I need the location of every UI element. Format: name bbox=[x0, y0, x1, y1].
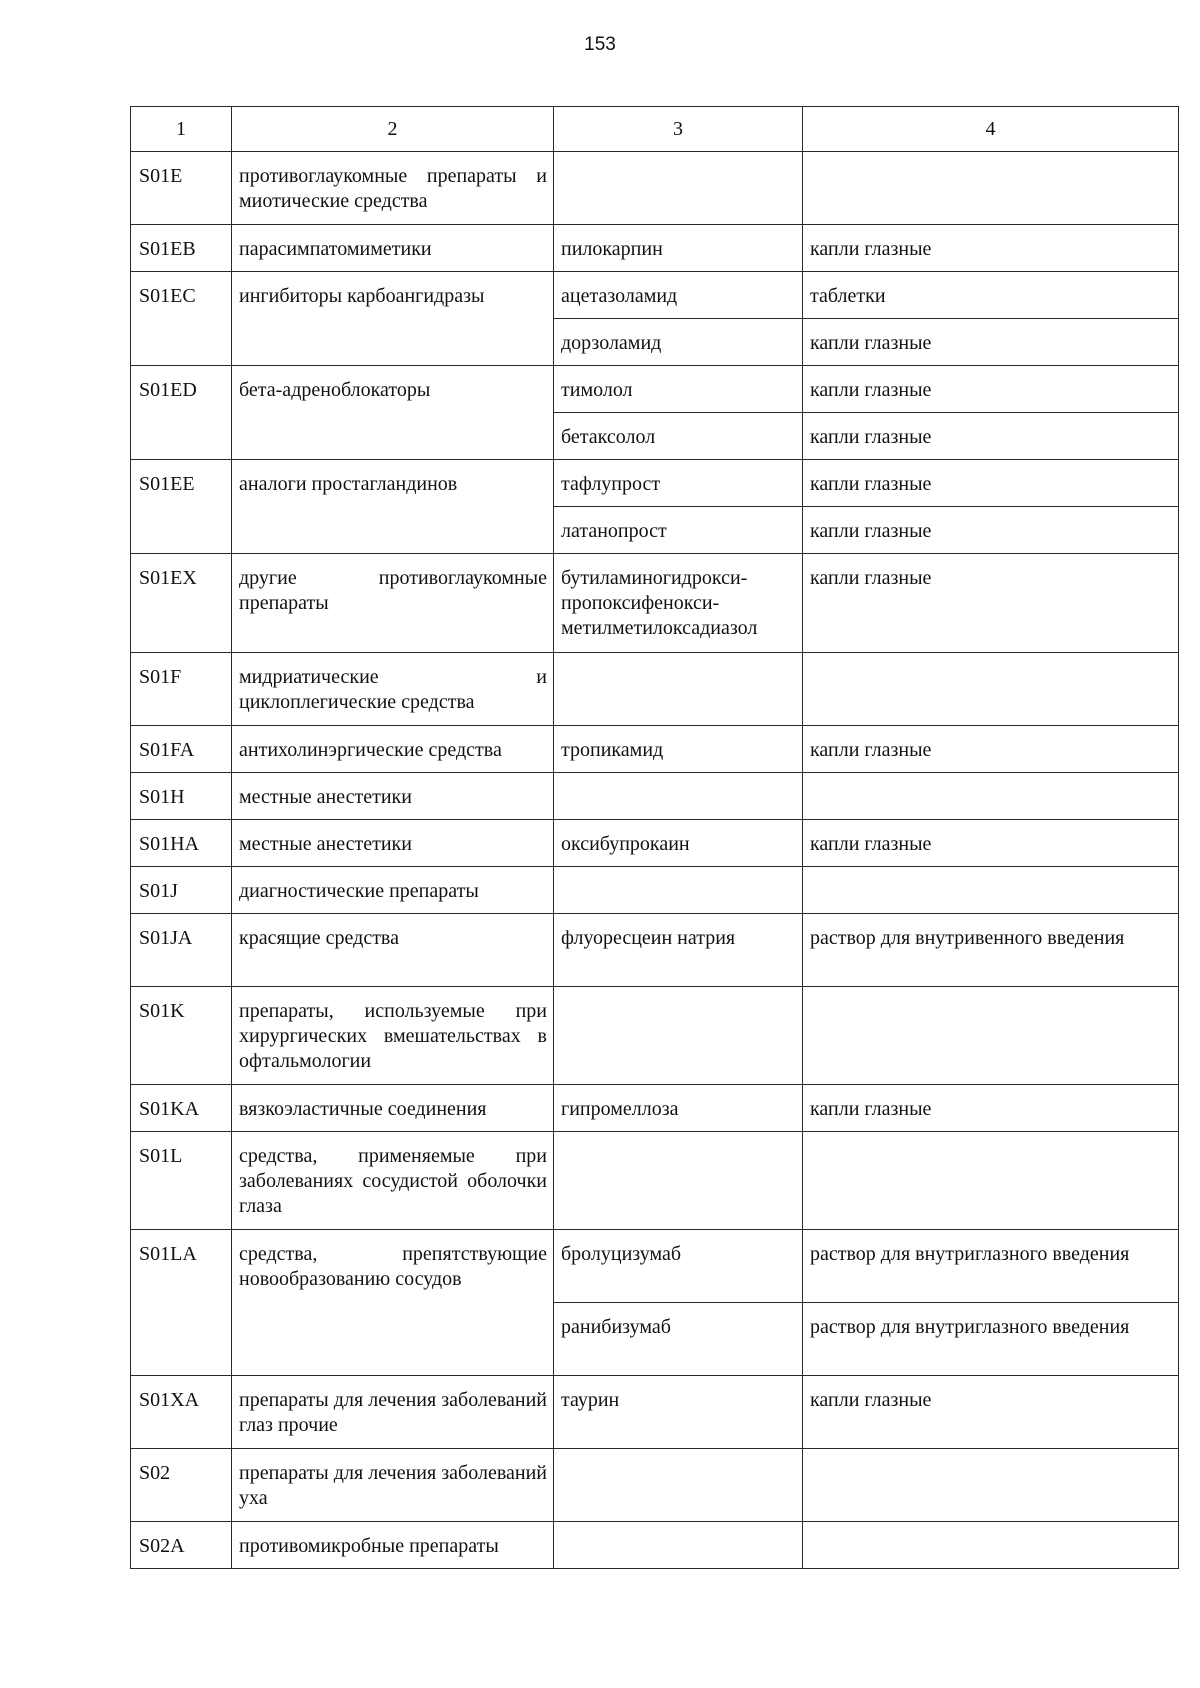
atc-code: S01JA bbox=[131, 914, 232, 987]
atc-code: S01HA bbox=[131, 820, 232, 867]
dosage-form: раствор для внутриглазного введения bbox=[803, 1230, 1179, 1303]
atc-code: S01EE bbox=[131, 460, 232, 554]
table-row bbox=[131, 820, 1179, 867]
drug-name: дорзоламид bbox=[554, 319, 803, 366]
table-row bbox=[131, 1132, 1179, 1230]
dosage-form: капли глазные bbox=[803, 319, 1179, 366]
dosage-form: капли глазные bbox=[803, 460, 1179, 507]
group-name: противомикробные препараты bbox=[232, 1522, 554, 1569]
atc-code: S02A bbox=[131, 1522, 232, 1569]
table-row bbox=[131, 653, 1179, 726]
drug-name: тимолол bbox=[554, 366, 803, 413]
dosage-form: раствор для внутривенного введения bbox=[803, 914, 1179, 987]
drug-name bbox=[554, 1132, 803, 1230]
table-row bbox=[131, 914, 1179, 987]
group-name: противоглаукомные препараты и миотические средства bbox=[232, 152, 554, 225]
atc-code: S01EX bbox=[131, 554, 232, 653]
drug-name: пилокарпин bbox=[554, 225, 803, 272]
group-name: средства, препятствующие новообразованию сосудов bbox=[232, 1230, 554, 1376]
drug-name bbox=[554, 653, 803, 726]
drug-name bbox=[554, 1449, 803, 1522]
atc-code: S01E bbox=[131, 152, 232, 225]
dosage-form: капли глазные bbox=[803, 726, 1179, 773]
group-name: мидриатические и циклоплегические средства bbox=[232, 653, 554, 726]
group-name: красящие средства bbox=[232, 914, 554, 987]
group-name: вязкоэластичные соединения bbox=[232, 1085, 554, 1132]
drug-name: ранибизумаб bbox=[554, 1303, 803, 1376]
dosage-form bbox=[803, 867, 1179, 914]
group-name: препараты, используемые при хирургических вмешательствах в офтальмологии bbox=[232, 987, 554, 1085]
dosage-form: таблетки bbox=[803, 272, 1179, 319]
dosage-form: раствор для внутриглазного введения bbox=[803, 1303, 1179, 1376]
table-row bbox=[131, 225, 1179, 272]
table-row bbox=[131, 152, 1179, 225]
dosage-form bbox=[803, 1132, 1179, 1230]
table-row bbox=[131, 554, 1179, 653]
page-number: 153 bbox=[584, 34, 616, 55]
atc-code: S01LA bbox=[131, 1230, 232, 1376]
drug-name: тафлупрост bbox=[554, 460, 803, 507]
drug-name: латанопрост bbox=[554, 507, 803, 554]
table-row bbox=[131, 1522, 1179, 1569]
atc-code: S01XA bbox=[131, 1376, 232, 1449]
group-name: другие противоглаукомные препараты bbox=[232, 554, 554, 653]
column-header: 2 bbox=[232, 107, 554, 152]
group-name: парасимпатомиметики bbox=[232, 225, 554, 272]
drug-name bbox=[554, 152, 803, 225]
table-row bbox=[131, 773, 1179, 820]
group-name: местные анестетики bbox=[232, 820, 554, 867]
dosage-form: капли глазные bbox=[803, 1376, 1179, 1449]
table-row bbox=[131, 726, 1179, 773]
table-row bbox=[131, 1230, 1179, 1303]
dosage-form: капли глазные bbox=[803, 225, 1179, 272]
atc-code: S01ED bbox=[131, 366, 232, 460]
atc-code: S01K bbox=[131, 987, 232, 1085]
drug-name: бролуцизумаб bbox=[554, 1230, 803, 1303]
dosage-form bbox=[803, 987, 1179, 1085]
group-name: антихолинэргические средства bbox=[232, 726, 554, 773]
table-row bbox=[131, 366, 1179, 413]
drug-name: флуоресцеин натрия bbox=[554, 914, 803, 987]
atc-code: S01J bbox=[131, 867, 232, 914]
atc-code: S01KA bbox=[131, 1085, 232, 1132]
table-row bbox=[131, 460, 1179, 507]
dosage-form: капли глазные bbox=[803, 507, 1179, 554]
atc-code: S02 bbox=[131, 1449, 232, 1522]
atc-code: S01FA bbox=[131, 726, 232, 773]
atc-code: S01F bbox=[131, 653, 232, 726]
table-row bbox=[131, 1449, 1179, 1522]
group-name: бета-адреноблокаторы bbox=[232, 366, 554, 460]
column-header: 3 bbox=[554, 107, 803, 152]
dosage-form: капли глазные bbox=[803, 366, 1179, 413]
dosage-form bbox=[803, 152, 1179, 225]
table-row bbox=[131, 867, 1179, 914]
dosage-form bbox=[803, 1522, 1179, 1569]
drug-name bbox=[554, 867, 803, 914]
dosage-form bbox=[803, 773, 1179, 820]
column-header: 1 bbox=[131, 107, 232, 152]
dosage-form bbox=[803, 653, 1179, 726]
dosage-form: капли глазные bbox=[803, 413, 1179, 460]
dosage-form: капли глазные bbox=[803, 820, 1179, 867]
group-name: местные анестетики bbox=[232, 773, 554, 820]
group-name: ингибиторы карбоангидразы bbox=[232, 272, 554, 366]
dosage-form: капли глазные bbox=[803, 1085, 1179, 1132]
group-name: аналоги простагландинов bbox=[232, 460, 554, 554]
column-header: 4 bbox=[803, 107, 1179, 152]
dosage-form: капли глазные bbox=[803, 554, 1179, 653]
drug-name: бутиламиногидрокси-пропоксифенокси-метилметилоксадиазол bbox=[554, 554, 803, 653]
atc-code: S01L bbox=[131, 1132, 232, 1230]
drug-name: оксибупрокаин bbox=[554, 820, 803, 867]
drug-name: гипромеллоза bbox=[554, 1085, 803, 1132]
atc-code: S01H bbox=[131, 773, 232, 820]
drug-name bbox=[554, 1522, 803, 1569]
drug-name: бетаксолол bbox=[554, 413, 803, 460]
group-name: диагностические препараты bbox=[232, 867, 554, 914]
atc-code: S01EB bbox=[131, 225, 232, 272]
drug-name: тропикамид bbox=[554, 726, 803, 773]
table-row bbox=[131, 1376, 1179, 1449]
drug-name: таурин bbox=[554, 1376, 803, 1449]
drug-name bbox=[554, 987, 803, 1085]
table-row bbox=[131, 1085, 1179, 1132]
atc-code: S01EC bbox=[131, 272, 232, 366]
group-name: препараты для лечения заболеваний глаз прочие bbox=[232, 1376, 554, 1449]
drug-name: ацетазоламид bbox=[554, 272, 803, 319]
drug-table bbox=[130, 106, 1179, 1569]
dosage-form bbox=[803, 1449, 1179, 1522]
table-row bbox=[131, 987, 1179, 1085]
drug-name bbox=[554, 773, 803, 820]
table-header-row bbox=[131, 107, 1179, 152]
table-row bbox=[131, 272, 1179, 319]
group-name: препараты для лечения заболеваний уха bbox=[232, 1449, 554, 1522]
group-name: средства, применяемые при заболеваниях сосудистой оболочки глаза bbox=[232, 1132, 554, 1230]
